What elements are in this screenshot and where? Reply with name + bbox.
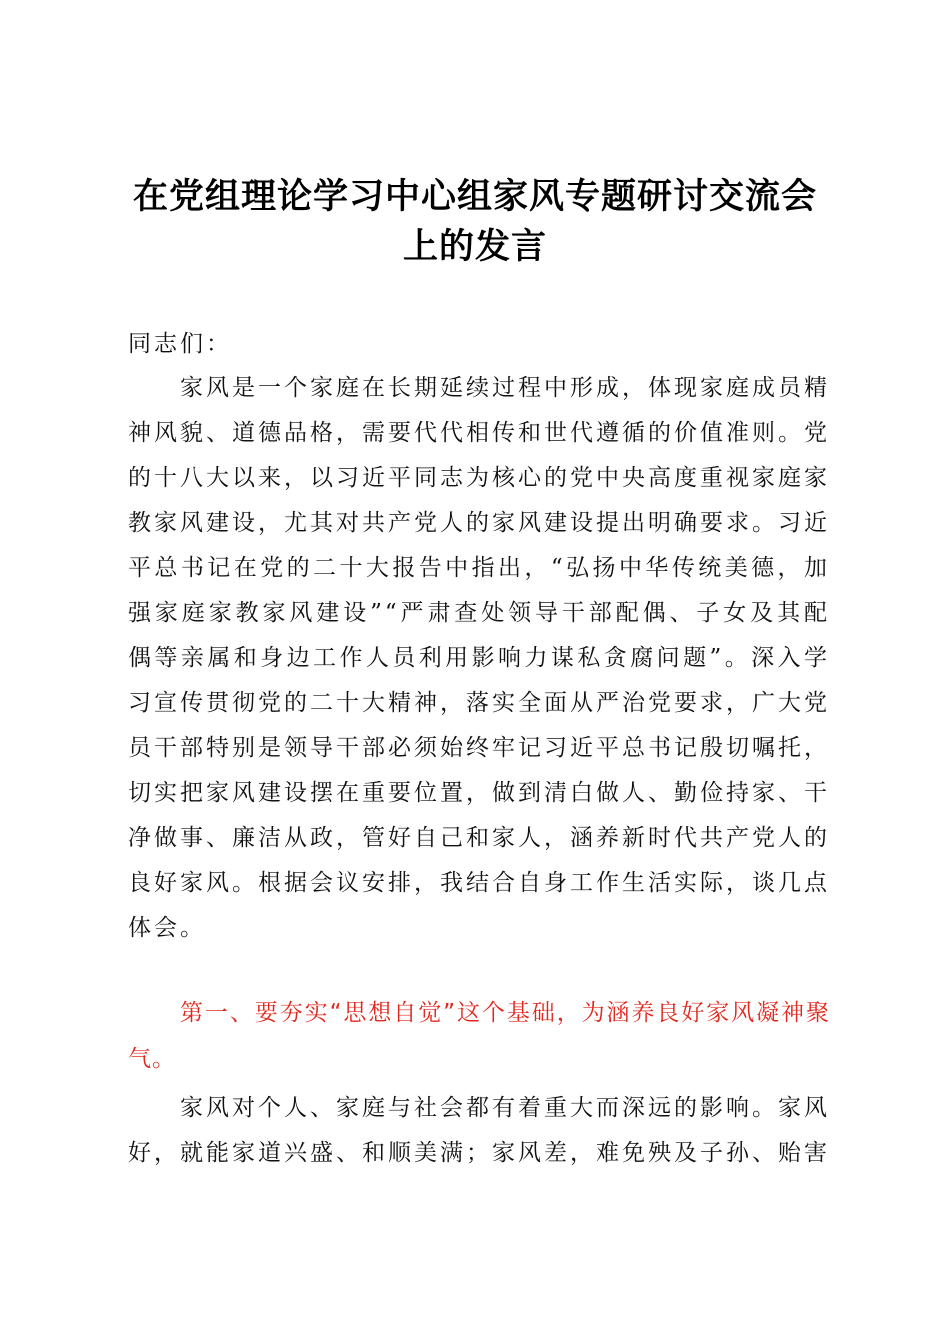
paragraph-intro: 家风是一个家庭在长期延续过程中形成，体现家庭成员精神风貌、道德品格，需要代代相传和世代遵循的价值准则。党的十八大以来，以习近平同志为核心的党中央高度重视家庭家教家风建设，尤其对共产党人的家风建设提出明确要求。习近平总书记在党的二十大报告中指出，“弘扬中华传统美德，加强家庭家教家风建设”“严肃查处领导干部配偶、子女及其配偶等亲属和身边工作人员利用影响力谋私贪腐问题”。深入学习宣传贯彻党的二十大精神，落实全面从严治党要求，广大党员干部特别是领导干部必须始终牢记习近平总书记殷切嘱托，切实把家风建设摆在重要位置，做到清白做人、勤俭持家、干净做事、廉洁从政，管好自己和家人，涵养新时代共产党人的良好家风。根据会议安排，我结合自身工作生活实际，谈几点体会。 bbox=[128, 375, 830, 941]
paragraph-section-1: 家风对个人、家庭与社会都有着重大而深远的影响。家风好，就能家道兴盛、和顺美满；家风差，难免殃及子孙、贻害 bbox=[128, 1095, 830, 1166]
document-title: 在党组理论学习中心组家风专题研讨交流会上的发言 bbox=[132, 176, 817, 267]
salutation: 同志们： bbox=[128, 331, 232, 357]
section-heading-1: 第一、要夯实“思想自觉”这个基础，为涵养良好家风凝神聚气。 bbox=[128, 1000, 830, 1072]
